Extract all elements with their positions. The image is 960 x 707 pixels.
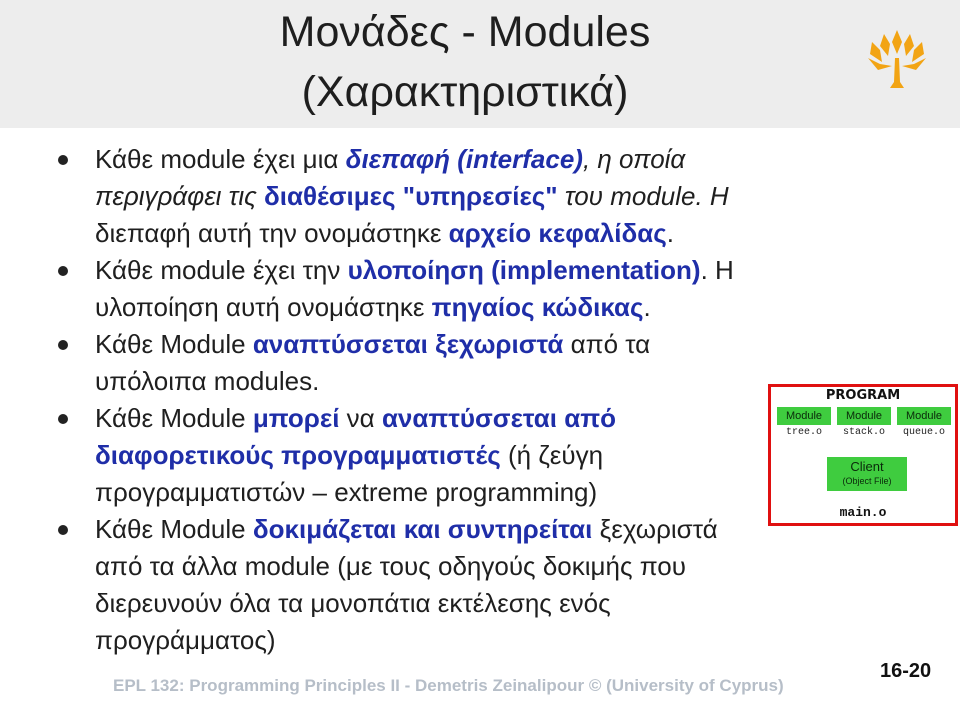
diagram-module-3: Module bbox=[897, 407, 951, 425]
diagram-client-sub: (Object File) bbox=[842, 476, 892, 486]
bullet-line bbox=[95, 438, 603, 472]
slide-title-line1: Μονάδες - Modules bbox=[279, 8, 651, 56]
bullet-text: Κάθε Module bbox=[95, 329, 253, 359]
bullet-text: προγράμματος) bbox=[95, 625, 276, 655]
diagram-object-1: tree.o bbox=[785, 427, 822, 438]
bullet-text: διερευνούν όλα τα μονοπάτια εκτέλεσης ενός bbox=[95, 588, 611, 618]
bullet-text: Κάθε module έχει την bbox=[95, 255, 348, 285]
bullet-text: η οποία bbox=[597, 144, 686, 174]
bullet-dot bbox=[58, 340, 68, 350]
bullet-text: αναπτύσσεται ξεχωριστά bbox=[252, 329, 564, 359]
bullet-text: να bbox=[339, 403, 382, 433]
slide-title-line2: (Χαρακτηριστικά) bbox=[301, 68, 629, 116]
bullet-text: Κάθε Module bbox=[95, 514, 253, 544]
diagram-main-object: main.o bbox=[839, 505, 887, 520]
bullet-text: . Η bbox=[700, 255, 734, 285]
bullet-dot bbox=[58, 414, 68, 424]
bullet-text: διεπαφή αυτή την ονομάστηκε bbox=[95, 218, 449, 248]
diagram-object-2: stack.o bbox=[842, 427, 885, 438]
bullet-text: μπορεί bbox=[252, 403, 340, 433]
diagram-client-box bbox=[827, 457, 907, 491]
bullet-line bbox=[95, 216, 674, 250]
bullet-text: αρχείο κεφαλίδας bbox=[448, 218, 667, 248]
bullet-text: υλοποίηση (implementation) bbox=[347, 255, 701, 285]
bullet-text: πηγαίος κώδικας bbox=[431, 292, 644, 322]
bullet-text: του module. Η bbox=[557, 181, 729, 211]
bullet-text: (ή ζεύγη bbox=[500, 440, 604, 470]
bullet-text: Κάθε Module bbox=[95, 403, 253, 433]
bullet-line bbox=[95, 290, 651, 324]
diagram-object-3: queue.o bbox=[902, 427, 945, 438]
bullet-text: Κάθε module έχει μια bbox=[95, 144, 346, 174]
bullet-line bbox=[95, 179, 729, 213]
bullet-text: υλοποίηση αυτή ονομάστηκε bbox=[95, 292, 432, 322]
bullet-line bbox=[95, 142, 685, 176]
bullet-text: . bbox=[643, 292, 651, 322]
bullet-text: ξεχωριστά bbox=[592, 514, 718, 544]
diagram-module-2: Module bbox=[837, 407, 891, 425]
bullet-line bbox=[95, 586, 611, 620]
bullet-line bbox=[95, 549, 686, 583]
bullet-line bbox=[95, 253, 734, 287]
bullet-dot bbox=[58, 266, 68, 276]
bullet-text: υπόλοιπα modules. bbox=[95, 366, 320, 396]
bullet-text: από τα άλλα module (με τους οδηγούς δοκιμής που bbox=[95, 551, 686, 581]
bullet-text: . bbox=[666, 218, 674, 248]
diagram-title: PROGRAM bbox=[825, 388, 901, 403]
page-number: 16-20 bbox=[880, 660, 932, 682]
bullet-line bbox=[95, 364, 319, 398]
bullet-dot bbox=[58, 525, 68, 535]
bullet-line bbox=[95, 623, 276, 657]
diagram-module-1: Module bbox=[777, 407, 831, 425]
bullet-dot bbox=[58, 155, 68, 165]
bullet-text: δοκιμάζεται και συντηρείται bbox=[252, 514, 593, 544]
bullet-line bbox=[95, 327, 650, 361]
bullet-text: αναπτύσσεται από bbox=[381, 403, 617, 433]
bullet-text: από τα bbox=[563, 329, 651, 359]
program-diagram bbox=[768, 384, 958, 526]
bullet-text: προγραμματιστών – extreme programming) bbox=[95, 477, 598, 507]
bullet-text: διαφορετικούς προγραμματιστές bbox=[95, 440, 501, 470]
bullet-text: περιγράφει τις bbox=[95, 181, 264, 211]
diagram-client-label: Client bbox=[850, 459, 884, 474]
bullet-text: , bbox=[582, 144, 598, 174]
bullet-line bbox=[95, 475, 597, 509]
bullet-line bbox=[95, 401, 616, 435]
bullet-text: διαθέσιμες "υπηρεσίες" bbox=[264, 181, 558, 211]
bullet-line bbox=[95, 512, 718, 546]
slide-footer: EPL 132: Programming Principles II - Demetris Zeinalipour © (University of Cyprus) bbox=[113, 676, 784, 695]
bullet-text: διεπαφή (interface) bbox=[345, 144, 583, 174]
